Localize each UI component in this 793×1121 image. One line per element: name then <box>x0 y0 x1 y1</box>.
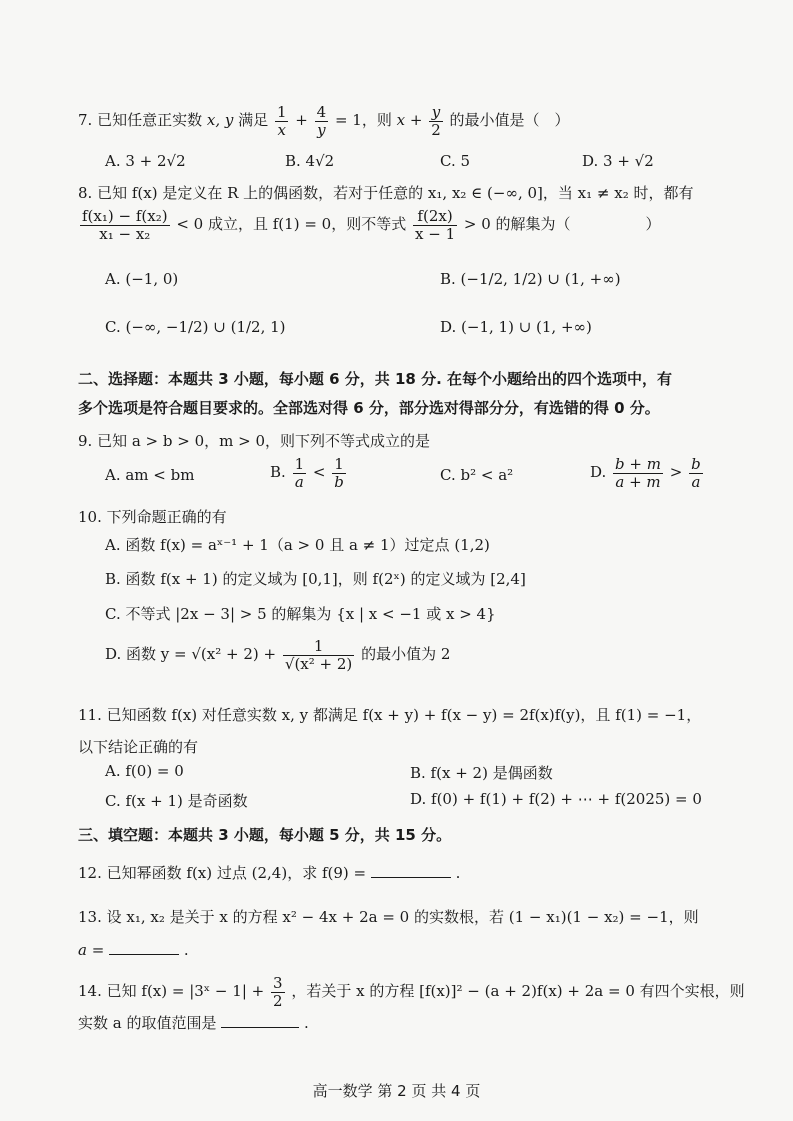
q8-option-c: C. (−∞, −1/2) ∪ (1/2, 1) <box>105 318 286 336</box>
q7-vars: x, y <box>206 111 234 129</box>
q11-option-a: A. f(0) = 0 <box>105 762 184 780</box>
question-14-line2: 实数 a 的取值范围是 . <box>78 1014 309 1032</box>
q8-frac-g: $\frac{f(2x)}{x - 1}$ <box>415 207 456 243</box>
question-8-line2 <box>78 208 661 242</box>
section-2-heading-line2: 多个选项是符合题目要求的。全部选对得 6 分，部分选对得部分分，有选错的得 0 分。 <box>78 399 660 417</box>
q10-option-d: D. 函数 y = √(x² + 2) + $\frac{1}{\text{√(x² + 2)}}$ 的最小值为 2 <box>105 637 451 673</box>
question-9-stem: 9. 已知 a > b > 0，m > 0，则下列不等式成立的是 <box>78 432 431 450</box>
q11-option-c: C. f(x + 1) 是奇函数 <box>105 792 248 810</box>
section-3-heading: 三、填空题：本题共 3 小题，每小题 5 分，共 15 分。 <box>78 826 452 844</box>
q7-eq: = 1，则 <box>334 111 392 129</box>
q8-tail: > 0 的解集为（ ） <box>463 215 661 233</box>
q14-answer-blank[interactable] <box>221 1013 299 1028</box>
q7-option-a: A. 3 + 2√2 <box>105 152 186 170</box>
q8-option-d: D. (−1, 1) ∪ (1, +∞) <box>440 318 592 336</box>
q10-option-c: C. 不等式 |2x − 3| > 5 的解集为 {x | x < −1 或 x > 4} <box>105 605 496 623</box>
question-7-stem <box>78 104 570 138</box>
q8-option-a: A. (−1, 0) <box>105 270 179 288</box>
question-14-line1: 14. 已知 f(x) = |3ˣ − 1| + $\frac{3}{2}$ ，若关于 x 的方程 [f(x)]² − (a + 2)f(x) + 2a = 0 有四个实根，则 <box>78 974 745 1010</box>
q7-option-b: B. 4√2 <box>285 152 335 170</box>
q10-option-b: B. 函数 f(x + 1) 的定义域为 [0,1]，则 f(2ˣ) 的定义域为 [2,4] <box>105 570 526 588</box>
q7-text-b: 满足 <box>238 111 269 129</box>
q7-option-d: D. 3 + √2 <box>582 152 654 170</box>
q9-option-a: A. am < bm <box>105 466 195 484</box>
question-13-line2: a = . <box>78 941 189 959</box>
q8-option-b: B. (−1/2, 1/2) ∪ (1, +∞) <box>440 270 621 288</box>
question-11-line2: 以下结论正确的有 <box>78 738 199 756</box>
q7-text-c: 的最小值是（ ） <box>449 111 570 129</box>
q9-option-d: D. $\frac{b + m}{a + m}$ > $\frac{b}{a}$ <box>590 455 701 491</box>
q7-xplus: x + <box>396 111 423 129</box>
section-2-heading-line1: 二、选择题：本题共 3 小题，每小题 6 分，共 18 分. 在每个小题给出的四个选项中，有 <box>78 370 673 388</box>
q7-frac-1: $\frac{1}{x}$ <box>276 103 287 139</box>
q11-option-d: D. f(0) + f(1) + f(2) + ⋯ + f(2025) = 0 <box>410 790 702 808</box>
q12-answer-blank[interactable] <box>371 863 451 878</box>
q8-frac-f: $\frac{\text{f(x₁) − f(x₂)}}{\text{x₁ − x₂}}$ <box>82 207 168 243</box>
question-10-stem: 10. 下列命题正确的有 <box>78 508 227 526</box>
q7-plus: + <box>295 111 308 129</box>
q10-option-a: A. 函数 f(x) = aˣ⁻¹ + 1（a > 0 且 a ≠ 1）过定点 (1,2) <box>105 536 490 554</box>
question-12: 12. 已知幂函数 f(x) 过点 (2,4)，求 f(9) = . <box>78 864 461 882</box>
q9-option-b: B. $\frac{1}{a}$ < $\frac{1}{b}$ <box>270 455 344 491</box>
q7-frac-3: $\frac{y}{2}$ <box>431 103 441 139</box>
q7-text-a: 7. 已知任意正实数 <box>78 111 203 129</box>
question-8-line1: 8. 已知 f(x) 是定义在 R 上的偶函数，若对于任意的 x₁, x₂ ∈ (−∞, 0]，当 x₁ ≠ x₂ 时，都有 <box>78 184 694 202</box>
page-footer: 高一数学 第 2 页 共 4 页 <box>312 1082 481 1100</box>
q13-answer-blank[interactable] <box>109 940 179 955</box>
question-13-line1: 13. 设 x₁, x₂ 是关于 x 的方程 x² − 4x + 2a = 0 的实数根，若 (1 − x₁)(1 − x₂) = −1，则 <box>78 908 699 926</box>
q9-option-c: C. b² < a² <box>440 466 514 484</box>
q7-option-c: C. 5 <box>440 152 471 170</box>
q7-frac-2: $\frac{4}{y}$ <box>316 103 327 139</box>
question-11-line1: 11. 已知函数 f(x) 对任意实数 x, y 都满足 f(x + y) + f(x − y) = 2f(x)f(y)，且 f(1) = −1， <box>78 706 702 724</box>
q8-mid: < 0 成立，且 f(1) = 0，则不等式 <box>176 215 407 233</box>
q11-option-b: B. f(x + 2) 是偶函数 <box>410 764 553 782</box>
